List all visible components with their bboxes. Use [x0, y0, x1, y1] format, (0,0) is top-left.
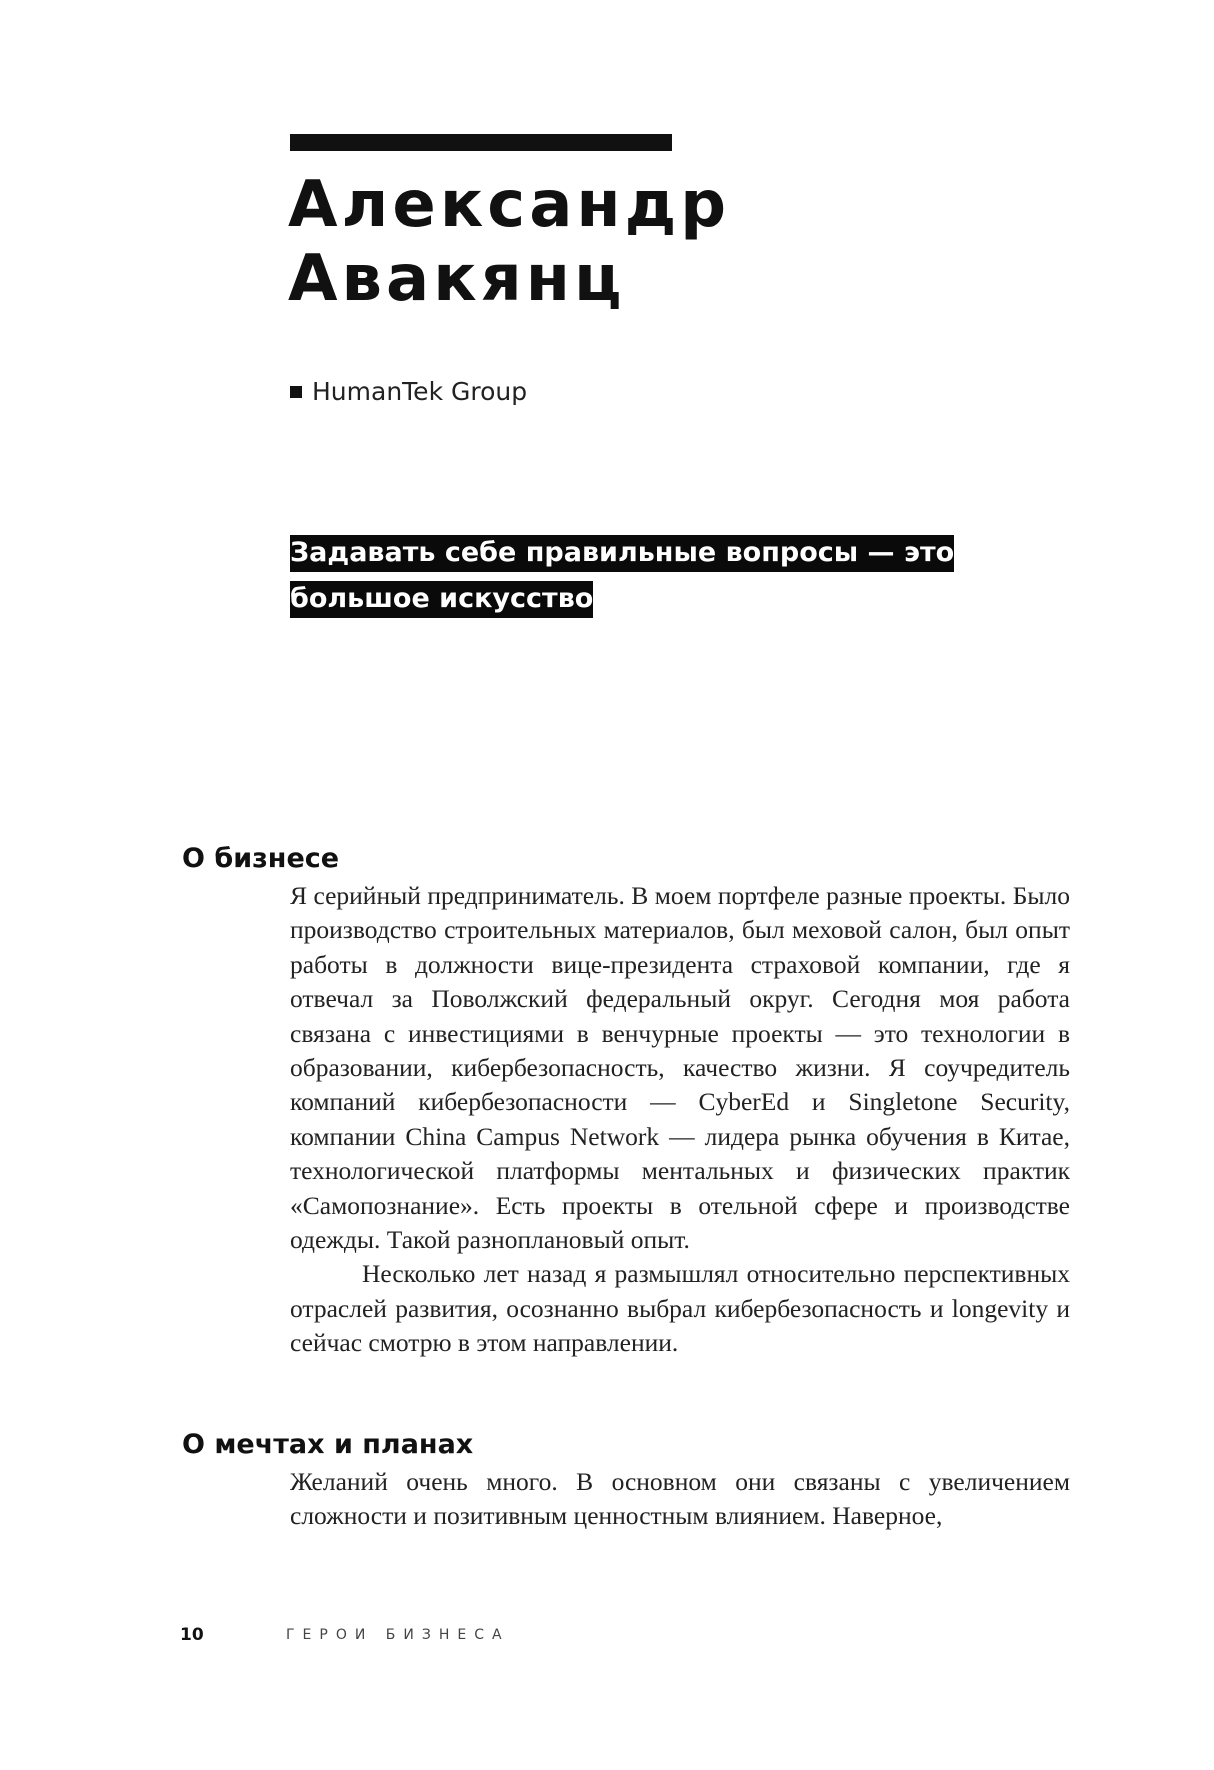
author-last-name: Авакянц: [288, 242, 626, 316]
business-paragraph-1: Я серийный предприниматель. В моем портфеле разные проекты. Было производство строительных материалов, был меховой салон, был опыт работы в должности вице-президента страховой компании, где я отвечал за Поволжский федеральный округ. Сегодня моя работа связана с инвестициями в венчурные проекты — это технологии в образовании, кибербезопасность, качество жизни. Я соучредитель компаний кибербезопасности — CyberEd и Singletone Security, компании China Campus Network — лидера рынка обучения в Китае, технологической платформы ментальных и физических практик «Самопознание». Есть проекты в отельной сфере и производстве одежды. Такой разноплановый опыт.: [290, 881, 1070, 1255]
section-body-dreams: [290, 1465, 1070, 1534]
section-body-business: [290, 879, 1070, 1361]
company-line: [290, 376, 527, 408]
quote-line-2: большое искусство: [290, 581, 593, 618]
section-heading-business: О бизнесе: [182, 843, 340, 874]
square-bullet-icon: [290, 386, 302, 398]
author-name: [288, 168, 730, 316]
running-title: ГЕРОИ БИЗНЕСА: [286, 1627, 510, 1643]
top-decorative-rule: [290, 134, 672, 151]
section-heading-dreams: О мечтах и планах: [182, 1429, 474, 1460]
page-footer: [180, 1621, 510, 1649]
business-paragraph-2: Несколько лет назад я размышлял относительно перспективных отраслей развития, осознанно выбрал кибербезопасность и longevity и сейчас смотрю в этом направлении.: [290, 1259, 1070, 1358]
company-name: HumanTek Group: [312, 377, 528, 406]
highlighted-quote: [290, 530, 990, 622]
author-first-name: Александр: [288, 168, 731, 242]
quote-line-1: Задавать себе правильные вопросы — это: [290, 535, 954, 572]
dreams-paragraph-1: Желаний очень много. В основном они связаны с увеличением сложности и позитивным ценностным влиянием. Наверное,: [290, 1467, 1070, 1531]
page-number: 10: [180, 1625, 204, 1645]
